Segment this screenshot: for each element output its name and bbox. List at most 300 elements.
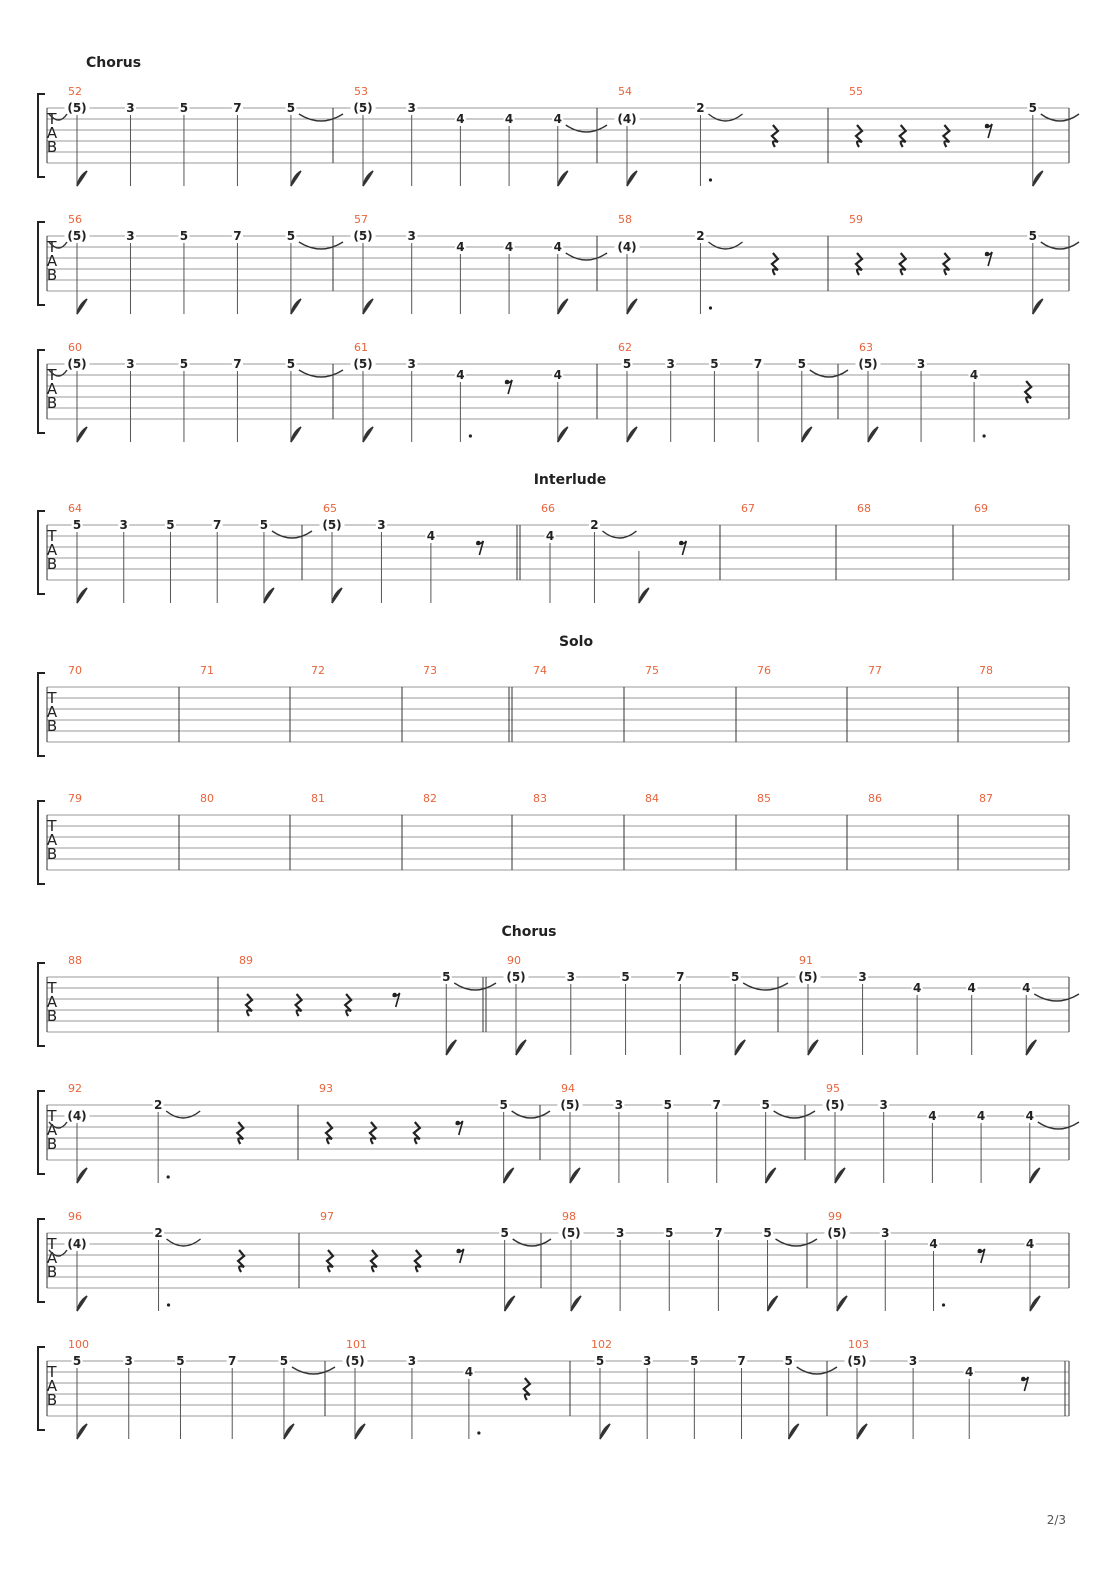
measure: [311, 664, 325, 677]
fret-number: 5: [286, 101, 296, 115]
fret-number: 3: [124, 1354, 133, 1368]
fret-number: (5): [825, 1098, 845, 1112]
tab-system: [38, 1210, 1069, 1311]
fret-number: 5: [176, 1354, 185, 1368]
fret-number: 2: [153, 1098, 163, 1112]
duration-dot: [709, 306, 712, 309]
measure-number: 75: [645, 664, 659, 677]
measure-number: 73: [423, 664, 437, 677]
measure-number: 91: [799, 954, 813, 967]
measure: [741, 502, 755, 515]
tie: [166, 1111, 200, 1118]
measure: [558, 1082, 816, 1183]
note-flag: [835, 1168, 845, 1183]
fret-number: 4: [426, 529, 436, 543]
measure: [868, 792, 882, 805]
fret-number: 7: [676, 970, 685, 984]
system-bracket: [38, 222, 45, 305]
tie: [299, 242, 343, 249]
measure-number: 97: [320, 1210, 334, 1223]
measure-number: 52: [68, 85, 82, 98]
measure-number: 92: [68, 1082, 82, 1095]
fret-number: 4: [553, 368, 562, 382]
note-flag: [332, 588, 342, 603]
duration-dot: [167, 1303, 170, 1306]
note-flag: [516, 1040, 526, 1055]
fret-number: 5: [690, 1354, 699, 1368]
tie: [1038, 1122, 1079, 1129]
fret-number: 5: [763, 1226, 772, 1240]
tab-clef-letter: T: [47, 817, 57, 835]
measure: [46, 85, 343, 186]
note-flag: [77, 1168, 87, 1183]
fret-number: (4): [67, 1109, 87, 1123]
fret-number: 3: [407, 357, 416, 371]
tab-clef-letter: A: [46, 252, 58, 270]
measure-number: 87: [979, 792, 993, 805]
tab-system: [38, 1338, 1069, 1439]
fret-number: 5: [710, 357, 719, 371]
tab-clef-letter: T: [47, 1363, 57, 1381]
section-title: Chorus: [501, 924, 557, 940]
measure-number: 101: [346, 1338, 367, 1351]
fret-number: 7: [233, 101, 242, 115]
fret-number: (5): [67, 229, 87, 243]
measure-number: 74: [533, 664, 547, 677]
note-flag: [558, 299, 568, 314]
fret-number: 5: [442, 970, 451, 984]
fret-number: 5: [72, 518, 82, 532]
note-flag: [766, 1168, 776, 1183]
measure-number: 59: [849, 213, 863, 226]
fret-number: (5): [67, 101, 87, 115]
measure-number: 66: [541, 502, 555, 515]
measure: [68, 502, 312, 603]
note-flag: [735, 1040, 745, 1055]
measure: [645, 664, 659, 677]
tab-clef-letter: A: [46, 831, 58, 849]
measure-number: 99: [828, 1210, 842, 1223]
measure-number: 98: [562, 1210, 576, 1223]
measure-number: 68: [857, 502, 871, 515]
fret-number: 7: [213, 518, 222, 532]
system-bracket: [38, 1091, 45, 1174]
tie: [272, 531, 312, 538]
fret-number: 4: [553, 112, 562, 126]
quarter-rest: [524, 1378, 530, 1400]
note-flag: [1026, 1040, 1036, 1055]
fret-number: (5): [353, 357, 373, 371]
note-flag: [77, 1296, 87, 1311]
note-flag: [600, 1424, 610, 1439]
measure: [351, 85, 608, 186]
system-bracket: [38, 1219, 45, 1302]
measure-number: 72: [311, 664, 325, 677]
fret-number: 3: [407, 101, 416, 115]
tab-system: [38, 472, 1069, 603]
fret-number: (4): [617, 112, 637, 126]
fret-number: 3: [407, 1354, 417, 1368]
section-title: Interlude: [533, 472, 607, 488]
fret-number: 3: [126, 229, 135, 243]
section-title: Chorus: [86, 55, 142, 71]
note-flag: [77, 299, 87, 314]
tab-system: [38, 792, 1069, 884]
fret-number: 4: [912, 981, 922, 995]
tab-system: [38, 341, 1069, 442]
tab-system: [38, 924, 1079, 1055]
note-flag: [627, 171, 637, 186]
note-flag: [558, 171, 568, 186]
system-bracket: [38, 94, 45, 177]
note-flag: [627, 427, 637, 442]
quarter-rest: [900, 253, 906, 275]
tie: [566, 253, 607, 260]
measure-number: 88: [68, 954, 82, 967]
measure: [591, 1338, 837, 1439]
fret-number: 5: [595, 1354, 605, 1368]
measure-number: 95: [826, 1082, 840, 1095]
measure-number: 79: [68, 792, 82, 805]
quarter-rest: [856, 253, 862, 275]
note-flag: [1030, 1296, 1040, 1311]
fret-number: (5): [827, 1226, 847, 1240]
fret-number: 4: [464, 1365, 474, 1379]
measure: [46, 213, 343, 314]
measure-number: 71: [200, 664, 214, 677]
tab-clef-letter: T: [47, 366, 57, 384]
fret-number: 4: [976, 1109, 986, 1123]
measure: [311, 792, 325, 805]
tab-clef-letter: A: [46, 541, 58, 559]
system-bracket: [38, 1347, 45, 1430]
tab-clef-letter: B: [46, 266, 58, 284]
tab-clef-letter: B: [46, 1263, 58, 1281]
measure: [757, 664, 771, 677]
tie: [566, 125, 607, 132]
tie: [602, 531, 636, 538]
fret-number: (5): [353, 229, 373, 243]
tab-clef-letter: T: [47, 689, 57, 707]
tab-system: [38, 1082, 1079, 1183]
note-flag: [570, 1168, 580, 1183]
fret-number: 5: [761, 1098, 770, 1112]
fret-number: 5: [286, 229, 296, 243]
fret-number: 5: [622, 357, 632, 371]
tie: [513, 1239, 551, 1246]
measure: [845, 1338, 1066, 1439]
duration-dot: [942, 1303, 945, 1306]
fret-number: (5): [506, 970, 526, 984]
fret-number: 2: [154, 1226, 163, 1240]
note-flag: [857, 1424, 867, 1439]
measure-number: 85: [757, 792, 771, 805]
duration-dot: [477, 1431, 480, 1434]
tie: [776, 1239, 817, 1246]
measure-number: 61: [354, 341, 368, 354]
measure: [46, 1082, 243, 1183]
fret-number: 5: [1028, 229, 1037, 243]
measure-number: 96: [68, 1210, 82, 1223]
fret-number: (5): [353, 101, 373, 115]
tie: [797, 1367, 837, 1374]
tab-clef-letter: B: [46, 394, 58, 412]
quarter-rest: [943, 125, 949, 147]
note-flag: [571, 1296, 581, 1311]
tie: [292, 1367, 335, 1374]
note-flag: [627, 299, 637, 314]
fret-number: 5: [665, 1226, 674, 1240]
measure-number: 80: [200, 792, 214, 805]
note-flag: [291, 427, 301, 442]
measure-number: 69: [974, 502, 988, 515]
note-flag: [291, 299, 301, 314]
measure-number: 58: [618, 213, 632, 226]
tab-system: [38, 213, 1079, 314]
fret-number: 5: [797, 357, 806, 371]
quarter-rest: [772, 125, 778, 147]
tab-clef-letter: A: [46, 1377, 58, 1395]
measure-number: 60: [68, 341, 82, 354]
measure-number: 57: [354, 213, 368, 226]
system-bracket: [38, 801, 45, 884]
tie: [167, 1239, 201, 1246]
tab-clef-letter: B: [46, 1135, 58, 1153]
quarter-rest: [296, 994, 302, 1016]
tie: [1041, 242, 1079, 249]
measure-number: 65: [323, 502, 337, 515]
tie: [1034, 994, 1079, 1001]
measure: [343, 1338, 530, 1439]
fret-number: 3: [642, 1354, 652, 1368]
note-flag: [504, 1168, 514, 1183]
tie: [743, 983, 788, 990]
note-flag: [355, 1424, 365, 1439]
note-flag: [1033, 299, 1043, 314]
measure-number: 62: [618, 341, 632, 354]
fret-number: 3: [377, 518, 386, 532]
quarter-rest: [327, 1250, 333, 1272]
fret-number: 4: [553, 240, 562, 254]
fret-number: 4: [456, 368, 465, 382]
note-flag: [264, 588, 274, 603]
measure-number: 56: [68, 213, 82, 226]
note-flag: [1033, 171, 1043, 186]
measure: [509, 664, 547, 742]
fret-number: 5: [179, 229, 189, 243]
measure: [46, 341, 343, 442]
measure-number: 102: [591, 1338, 612, 1351]
tab-system: [38, 634, 1069, 756]
section-title: Solo: [558, 634, 594, 650]
fret-number: 3: [881, 1226, 890, 1240]
fret-number: 3: [566, 970, 575, 984]
duration-dot: [469, 434, 472, 437]
measure-number: 76: [757, 664, 771, 677]
fret-number: 7: [712, 1098, 721, 1112]
system-bracket: [38, 350, 45, 433]
measure: [239, 954, 496, 1055]
tab-clef-letter: B: [46, 555, 58, 573]
fret-number: 3: [615, 1226, 625, 1240]
fret-number: 5: [286, 357, 296, 371]
measure: [200, 664, 214, 677]
fret-number: 4: [1025, 1237, 1035, 1251]
fret-number: 4: [504, 112, 514, 126]
tie: [512, 1111, 550, 1118]
note-flag: [837, 1296, 847, 1311]
fret-number: 7: [714, 1226, 723, 1240]
fret-number: (5): [561, 1226, 581, 1240]
fret-number: 3: [879, 1098, 888, 1112]
tab-clef-letter: T: [47, 1107, 57, 1125]
note-flag: [639, 588, 649, 603]
measure-number: 83: [533, 792, 547, 805]
measure: [757, 792, 771, 805]
measure: [856, 341, 1032, 442]
measure: [68, 1338, 335, 1439]
measure-number: 84: [645, 792, 659, 805]
note-flag: [363, 171, 373, 186]
tab-clef-letter: A: [46, 993, 58, 1011]
fret-number: (5): [798, 970, 818, 984]
quarter-rest: [414, 1122, 420, 1144]
measure: [351, 213, 608, 314]
fret-number: 4: [965, 1365, 974, 1379]
note-flag: [284, 1424, 294, 1439]
tab-clef-letter: A: [46, 380, 58, 398]
tie: [708, 114, 742, 121]
tie: [299, 370, 343, 377]
measure: [68, 954, 82, 967]
fret-number: 3: [126, 357, 135, 371]
fret-number: 5: [1028, 101, 1037, 115]
quarter-rest: [326, 1122, 332, 1144]
fret-number: (5): [67, 357, 87, 371]
measure-number: 78: [979, 664, 993, 677]
fret-number: 4: [967, 981, 976, 995]
page-number: 2/3: [1046, 1513, 1066, 1527]
tab-clef-letter: A: [46, 1249, 58, 1267]
measure-number: 54: [618, 85, 632, 98]
measure: [46, 1210, 244, 1311]
measure: [319, 1082, 550, 1183]
measure: [618, 341, 848, 442]
fret-number: (5): [345, 1354, 365, 1368]
tab-clef-letter: T: [47, 1235, 57, 1253]
measure: [200, 792, 214, 805]
note-flag: [77, 171, 87, 186]
measure-number: 94: [561, 1082, 575, 1095]
quarter-rest: [900, 125, 906, 147]
fret-number: 3: [666, 357, 675, 371]
tab-clef-letter: B: [46, 1007, 58, 1025]
fret-number: 3: [119, 518, 128, 532]
measure-number: 53: [354, 85, 368, 98]
fret-number: 7: [233, 357, 242, 371]
measure-number: 55: [849, 85, 863, 98]
note-flag: [868, 427, 878, 442]
fret-number: 7: [233, 229, 242, 243]
tab-clef-letter: T: [47, 238, 57, 256]
measure: [533, 792, 547, 805]
fret-number: 5: [499, 1098, 508, 1112]
quarter-rest: [371, 1250, 377, 1272]
fret-number: 5: [179, 357, 189, 371]
tab-clef-letter: B: [46, 717, 58, 735]
measure-number: 63: [859, 341, 873, 354]
fret-number: 4: [1025, 1109, 1034, 1123]
fret-number: 4: [928, 1109, 937, 1123]
quarter-rest: [238, 1250, 244, 1272]
quarter-rest: [856, 125, 862, 147]
note-flag: [77, 1424, 87, 1439]
fret-number: 7: [753, 357, 763, 371]
fret-number: 2: [590, 518, 599, 532]
tab-clef-letter: T: [47, 979, 57, 997]
note-flag: [446, 1040, 456, 1055]
measure-number: 86: [868, 792, 882, 805]
measure-number: 103: [848, 1338, 869, 1351]
measure: [823, 1082, 1080, 1183]
fret-number: 7: [737, 1354, 746, 1368]
fret-number: 2: [696, 229, 705, 243]
quarter-rest: [237, 1122, 243, 1144]
fret-number: 4: [1022, 981, 1031, 995]
fret-number: 5: [179, 101, 189, 115]
note-flag: [802, 427, 812, 442]
fret-number: 7: [228, 1354, 237, 1368]
measure-number: 64: [68, 502, 82, 515]
fret-number: 3: [614, 1098, 624, 1112]
measure: [483, 954, 788, 1055]
tie: [454, 983, 496, 990]
measure: [796, 954, 1080, 1055]
measure: [849, 85, 1079, 186]
quarter-rest: [772, 253, 778, 275]
fret-number: 5: [730, 970, 740, 984]
tab-clef-letter: A: [46, 703, 58, 721]
fret-number: 3: [916, 357, 926, 371]
tie: [774, 1111, 815, 1118]
tab-clef-letter: A: [46, 1121, 58, 1139]
note-flag: [558, 427, 568, 442]
measure: [857, 502, 871, 515]
measure-number: 70: [68, 664, 82, 677]
fret-number: 5: [663, 1098, 673, 1112]
quarter-rest: [1025, 381, 1031, 403]
fret-number: 2: [696, 101, 705, 115]
measure: [979, 664, 993, 677]
fret-number: 5: [279, 1354, 289, 1368]
fret-number: 5: [259, 518, 269, 532]
quarter-rest: [943, 253, 949, 275]
measure-number: 93: [319, 1082, 333, 1095]
fret-number: 3: [407, 229, 416, 243]
fret-number: 4: [969, 368, 979, 382]
measure: [517, 502, 686, 603]
fret-number: (5): [322, 518, 342, 532]
tab-system: [38, 55, 1079, 186]
measure: [849, 213, 1079, 314]
duration-dot: [983, 434, 986, 437]
tab-clef-letter: B: [46, 138, 58, 156]
fret-number: (5): [847, 1354, 867, 1368]
measure-number: 100: [68, 1338, 89, 1351]
measure-number: 90: [507, 954, 521, 967]
fret-number: (4): [67, 1237, 87, 1251]
tab-clef-letter: A: [46, 124, 58, 142]
